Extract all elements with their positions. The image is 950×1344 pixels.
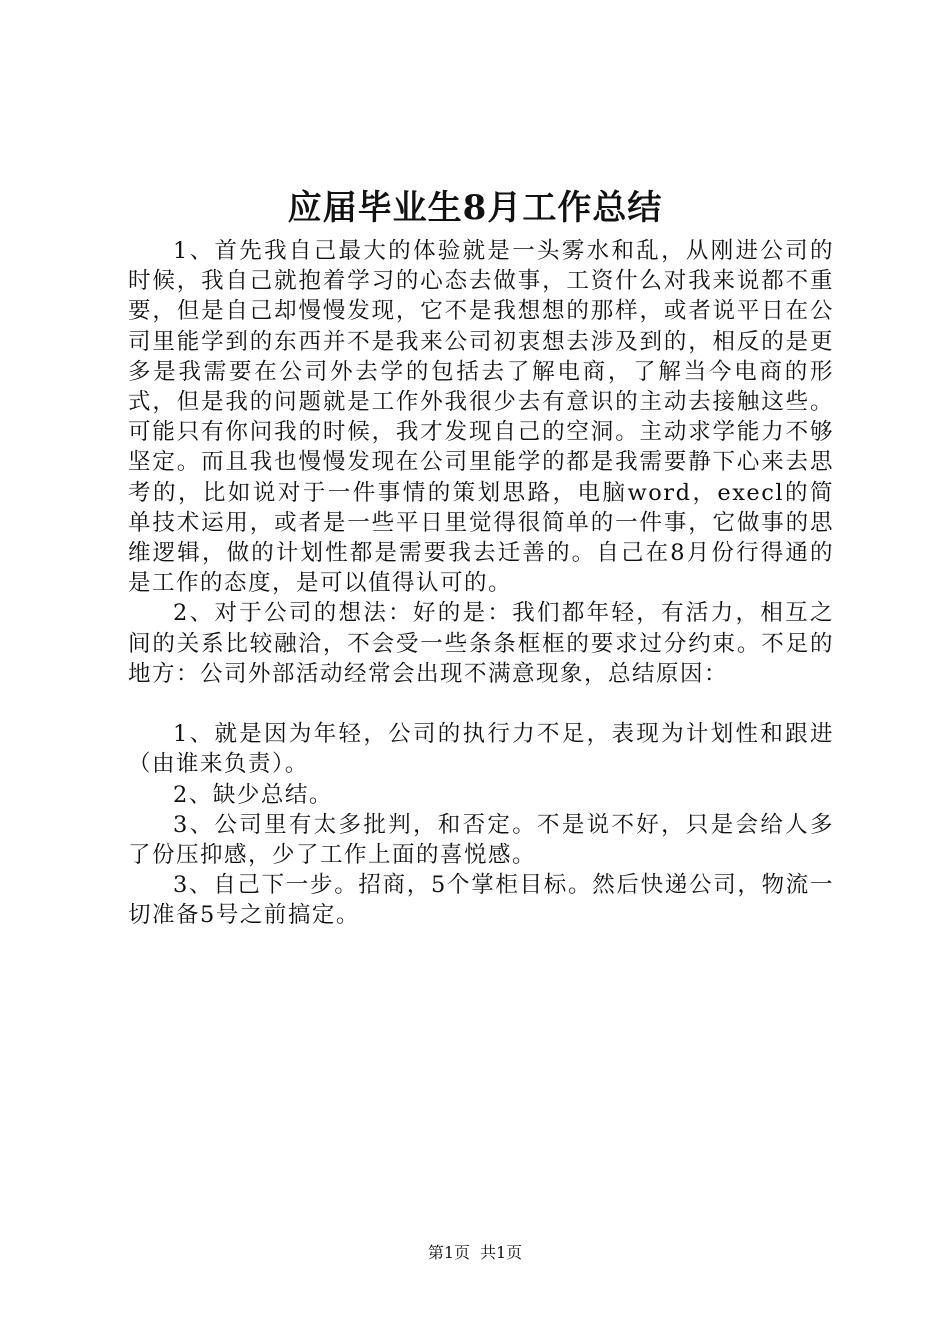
paragraph-experience: 1、首先我自己最大的体验就是一头雾水和乱，从刚进公司的时候，我自己就抱着学习的心态去做事，工资什么对我来说都不重要，但是自己却慢慢发现，它不是我想想的那样，或者说平日在公司里能学到的东西并不是我来公司初衷想去涉及到的，相反的是更多是我需要在公司外去学的包括去了解电商，了解当今电商的形式，但是我的问题就是工作外我很少去有意识的主动去接触这些。可能只有你问我的时候，我才发现自己的空洞。主动求学能力不够坚定。而且我也慢慢发现在公司里能学的都是我需要静下心来去思考的，比如说对于一件事情的策划思路，电脑word，execl的简单技术运用，或者是一些平日里觉得很简单的一件事，它做事的思维逻辑，做的计划性都是需要我去迁善的。自己在8月份行得通的是工作的态度，是可以值得认可的。: [128, 238, 834, 597]
page-total: 共1页: [480, 1243, 523, 1262]
document-title: 应届毕业生8月工作总结: [287, 188, 663, 228]
page-number: 第1页: [427, 1243, 470, 1262]
paragraph-reason-2: 2、缺少总结。: [173, 781, 333, 808]
paragraph-next-step: 3、自己下一步。招商，5个掌柜目标。然后快递公司，物流一切准备5号之前搞定。: [128, 872, 834, 929]
paragraph-reason-3: 3、公司里有太多批判，和否定。不是说不好，只是会给人多了份压抑感，少了工作上面的喜悦感。: [128, 811, 834, 869]
paragraph-company-thoughts: 2、对于公司的想法：好的是：我们都年轻，有活力，相互之间的关系比较融洽，不会受一些条条框框的要求过分约束。不足的地方：公司外部活动经常会出现不满意现象，总结原因：: [128, 600, 834, 687]
document-body: [128, 236, 834, 931]
blank-line: [128, 689, 834, 719]
paragraph-reason-1: 1、就是因为年轻，公司的执行力不足，表现为计划性和跟进（由谁来负责）。: [128, 721, 834, 778]
page-footer: [0, 1241, 950, 1265]
